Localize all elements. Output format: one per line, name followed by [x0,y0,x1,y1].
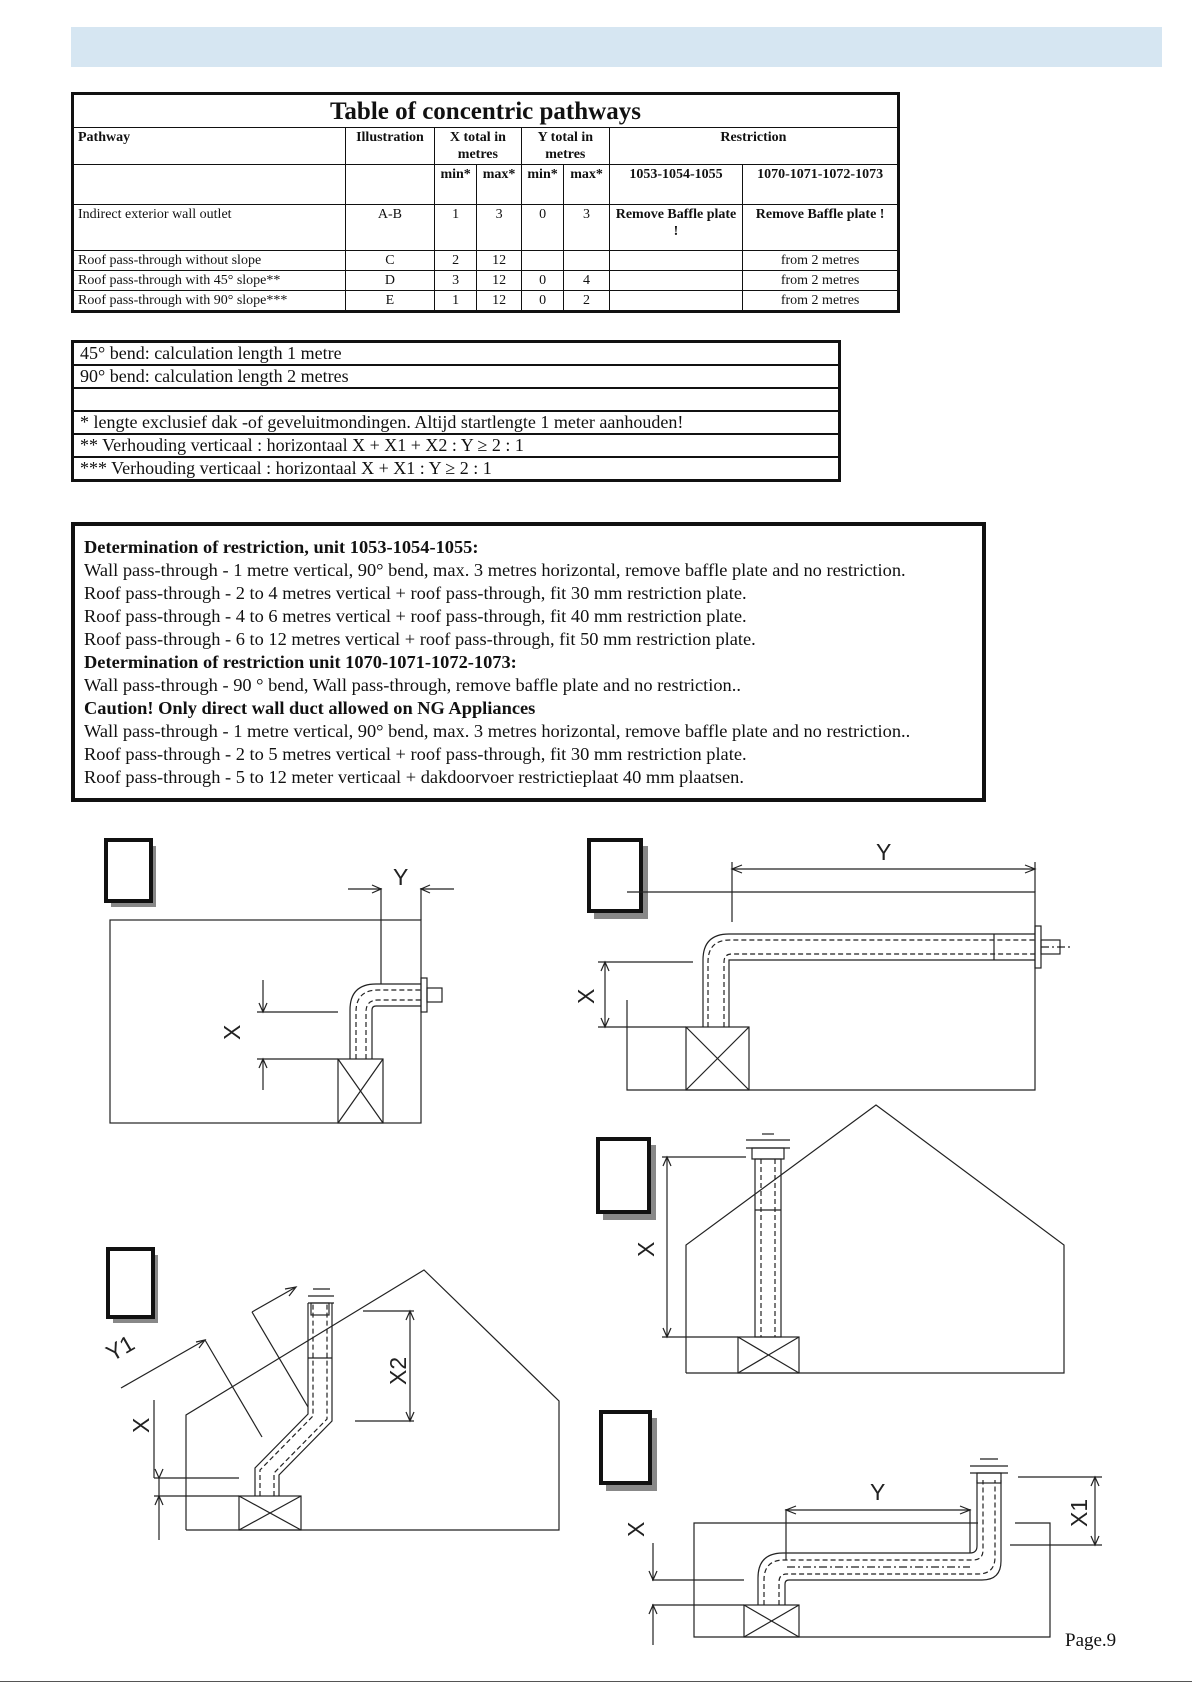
row-y-max: 2 [564,291,609,312]
note-footnote-3: *** Verhouding verticaal : horizontaal X + X1 : Y ≥ 2 : 1 [73,457,840,481]
diagram-label-frame-c [598,1139,656,1220]
header-x-min: min* [434,165,476,205]
row-pathway: Indirect exterior wall outlet [73,205,346,251]
restriction-line: Roof pass-through - 4 to 6 metres vertical + roof pass-through, fit 40 mm restriction plate. [84,606,747,626]
header-y-min: min* [521,165,563,205]
row-x-min: 2 [434,251,476,271]
diagram-label-frame-e [601,1412,657,1491]
row-x-min: 1 [434,291,476,312]
row-x-min: 1 [434,205,476,251]
header-unit-b: 1070-1071-1072-1073 [743,165,899,205]
dim-label-y-e: Y [870,1479,886,1505]
note-90-bend: 90° bend: calculation length 2 metres [73,365,840,388]
row-x-min: 3 [434,271,476,291]
note-45-bend: 45° bend: calculation length 1 metre [73,342,840,366]
diagram-label-frame-b [589,840,648,919]
restriction-line: Roof pass-through - 2 to 5 metres vertical + roof pass-through, fit 30 mm restriction plate. [84,744,747,764]
row-restriction-b: from 2 metres [743,271,899,291]
row-x-max: 12 [477,251,521,271]
restriction-caution: Caution! Only direct wall duct allowed on NG Appliances [84,698,536,718]
diagram-label-frame-a [106,840,156,907]
header-x-total: X total in metres [434,128,521,165]
dim-label-x-c: X [633,1241,659,1257]
row-restriction-b: Remove Baffle plate ! [743,205,899,251]
dim-label-x1-e: X1 [1066,1498,1092,1527]
restriction-line: Roof pass-through - 5 to 12 meter verticaal + dakdoorvoer restrictieplaat 40 mm plaatsen. [84,767,744,787]
row-x-max: 12 [477,271,521,291]
page-number: Page.9 [1065,1630,1117,1651]
diagram-b [598,862,1070,1090]
header-x-max: max* [477,165,521,205]
header-illustration: Illustration [345,128,434,165]
row-illustration: D [345,271,434,291]
header-pathway: Pathway [73,128,346,165]
table-title: Table of concentric pathways [73,94,899,128]
header-restriction: Restriction [609,128,898,165]
restriction-line: Wall pass-through - 1 metre vertical, 90° bend, max. 3 metres horizontal, remove baffle plate and no restriction.. [84,721,911,741]
row-illustration: A-B [345,205,434,251]
header-y-max: max* [564,165,609,205]
bottom-rule [0,1681,1192,1682]
restriction-line: Roof pass-through - 6 to 12 metres vertical + roof pass-through, fit 50 mm restriction plate. [84,629,756,649]
diagram-label-frame-d [108,1249,158,1323]
restriction-heading-a: Determination of restriction, unit 1053-1054-1055: [84,537,479,557]
dim-label-x-a: X [219,1024,245,1040]
row-restriction-b: from 2 metres [743,251,899,271]
row-restriction-b: from 2 metres [743,291,899,312]
row-illustration: C [345,251,434,271]
dim-label-x-b: X [573,988,599,1004]
row-pathway: Roof pass-through with 90° slope*** [73,291,346,312]
row-restriction-a: Remove Baffle plate ! [609,205,742,251]
diagram-c [662,1105,1064,1373]
note-footnote-1: * lengte exclusief dak -of geveluitmondingen. Altijd startlengte 1 meter aanhouden! [73,411,840,434]
row-x-max: 3 [477,205,521,251]
row-y-max: 4 [564,271,609,291]
note-footnote-2: ** Verhouding verticaal : horizontaal X + X1 + X2 : Y ≥ 2 : 1 [73,434,840,457]
restriction-line: Roof pass-through - 2 to 4 metres vertical + roof pass-through, fit 30 mm restriction plate. [84,583,747,603]
dim-label-y-b: Y [876,839,892,865]
row-y-min: 0 [521,291,563,312]
dim-label-y1-d: Y1 [101,1329,139,1367]
row-illustration: E [345,291,434,312]
row-pathway: Roof pass-through with 45° slope** [73,271,346,291]
dim-label-x-e: X [623,1521,649,1537]
restriction-heading-b: Determination of restriction unit 1070-1071-1072-1073: [84,652,517,672]
row-y-min: 0 [521,271,563,291]
dim-label-x2-d: X2 [385,1356,411,1385]
row-y-min: 0 [521,205,563,251]
dim-label-y-a: Y [393,864,409,890]
header-unit-a: 1053-1054-1055 [609,165,742,205]
restriction-line: Wall pass-through - 90 ° bend, Wall pass-through, remove baffle plate and no restriction.. [84,675,741,695]
diagram-d [121,1270,559,1540]
header-y-total: Y total in metres [521,128,609,165]
row-x-max: 12 [477,291,521,312]
diagram-a [110,885,454,1123]
restriction-line: Wall pass-through - 1 metre vertical, 90° bend, max. 3 metres horizontal, remove baffle plate and no restriction. [84,560,906,580]
row-pathway: Roof pass-through without slope [73,251,346,271]
dim-label-x-d: X [128,1417,154,1433]
row-y-max: 3 [564,205,609,251]
